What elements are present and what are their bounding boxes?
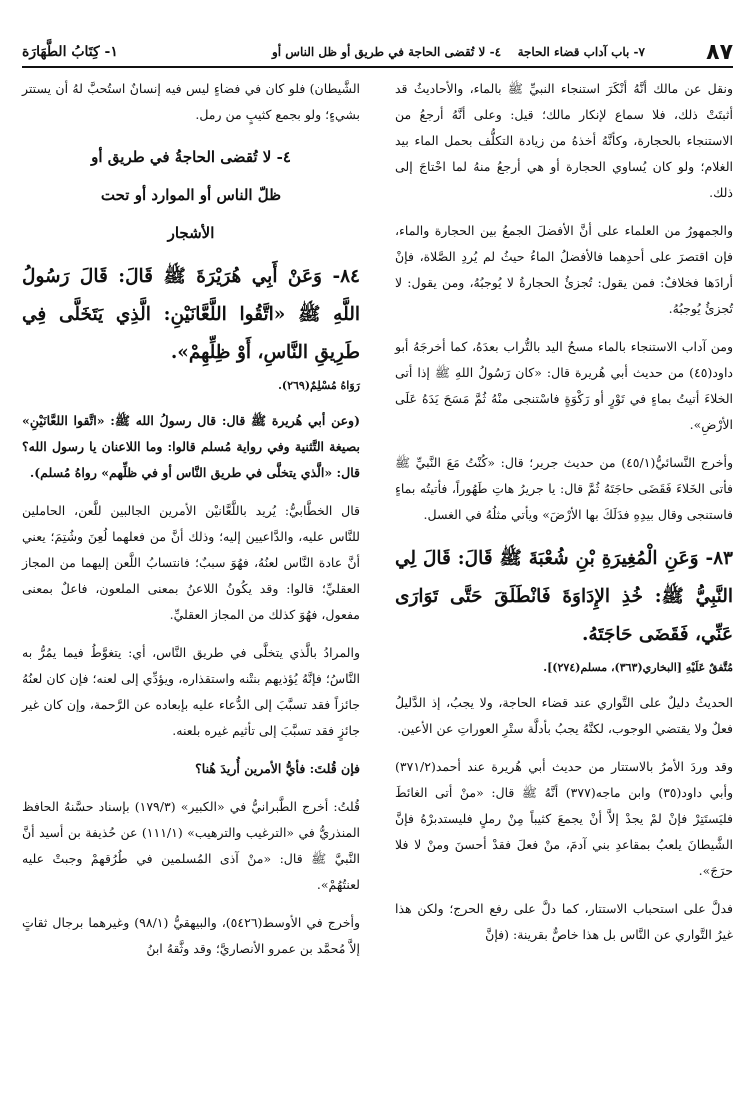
- section-heading-line: ٤- لا تُقضى الحاجةُ في طريق أو: [91, 148, 291, 166]
- paragraph: وأخرج النَّسائيُّ(٤٥/١) من حديث جرير؛ قال: «كُنْتُ مَعَ النَّبيِّ ﷺ فأتى الخَلاءَ فَقَضَى حاجَتَهُ ثُمَّ قال: يا جريرُ هاتِ طَهُوراً، فأتيتُه بماءٍ فاستنجى وقال بيدِهِ فدَلَكَ بها الأرْضَ» ويأتي مثلُهُ في الغسل.: [395, 455, 733, 522]
- hadith-83-source: مُتَّفقٌ عَلَيْهِ [البخاري(٣٦٣)، مسلم(٢٧٤)].: [543, 661, 733, 674]
- book-title: ١- كِتَابُ الطَّهَارَة: [22, 44, 118, 60]
- page-number: ٨٧: [706, 39, 733, 65]
- paragraph: ونقل عن مالك أنَّهُ أنْكَرَ استنجاء النبيِّ ﷺ بالماء، والأحاديثُ قد أثبتَتْ ذلك، فلا سماع لإنكار مالك؛ قيل: وعلى أنَّهُ أرجعُ من الاستنجاء بالحجارة، وكأنَّهُ أخذهُ من زيادة التكلُّف بحمل الماء بيد الغلام؛ ولو كان يُساوي الحجارة أو هي أرجعُ منهُ لما احْتاجَ إلى ذلك.: [395, 81, 733, 200]
- paragraph: (وعن أبي هُريرة ﷺ قال: قال رسولُ الله ﷺ: «اتَّقوا اللعَّانَيْنِ» بصيغة التَّثنية وفي رواية مُسلم قالوا: وما اللاعنان يا رسول الله؟ قال: «الَّذي يتخلَّى في طريق النَّاس أو في ظلِّهم» رواهُ مُسلم).: [22, 413, 360, 480]
- paragraph: قُلتُ: أخرج الطَّبرانيُّ في «الكبير» (١٧٩/٣) بإسناد حسَّنهُ الحافظ المنذريُّ في «الترغيب والترهيب» (١١١/١) عن حُذيفة بن أسيد أنَّ النَّبيَّ ﷺ قال: «منْ آذى المُسلمين في طُرُقهمْ وجبتْ عليه لعنتُهُمْ».: [22, 799, 361, 892]
- chapter-title: ٧- باب آداب قضاء الحاجة: [517, 45, 645, 59]
- paragraph: الحديثُ دليلٌ على التَّواري عند قضاء الحاجة، ولا يجبُ، إذ الدَّليلُ فعلٌ ولا يقتضي الوجوب، لكنَّهُ يجبُ بأدلَّة ستْرِ العوراتِ عن الأعين.: [395, 695, 733, 736]
- paragraph: والمرادُ بالَّذي يتخلَّى في طريق النَّاس، أي: يتغوَّطُ فيما يمُرُّ به النَّاسُ؛ فإنَّهُ يُؤذيهم بنتْنه واستقذاره، ويؤدِّي إلى لعنه؛ فإن كان لعنُهُ جائزاً فقد تسبَّبَ إلى الدُّعاء عليه بإبعاده عن الرَّحمة، وإن كان غير جائزٍ فقد تسبَّبَ إلى تأثيم غيره بلعنه.: [22, 645, 360, 738]
- paragraph: الشَّيطان) فلو كان في فضاءٍ ليس فيه إنسانٌ استُحبَّ لهُ أن يستتر بشيءٍ؛ ولو بجمع كثيبٍ من رمل.: [22, 81, 360, 122]
- paragraph: قال الخطَّابيُّ: يُريد باللَّعَّانيْن الأمرين الجالبين للَّعن، الحاملين للنَّاس عليه، والدَّاعيين إليه؛ وذلك أنَّ من فعلهما لُعِنَ وشُتِمَ؛ يعني أنَّ عادة النَّاس لعنُهُ، فهُوَ سببٌ؛ فانتسابُ اللَّعن إليهما من المجاز العقليِّ؛ قالوا: وقد يكُونُ اللاعنُ بمعنى الملعون، فاعلٌ بمعنى مفعول، فهُوَ كذلك من المجاز العقليِّ.: [22, 503, 360, 622]
- hadith-83: ٨٣- وَعَنِ الْمُغِيرَةِ بْنِ شُعْبَةَ ﷺ قَالَ: قَالَ لِي النَّبِيُّ ﷺ: خُذِ الإِدَاوَةَ فَانْطَلَقَ حَتَّى تَوَارَى عَنِّي، فَقَضَى حَاجَتَهُ.: [395, 548, 733, 645]
- paragraph: وقد وردَ الأمرُ بالاستتار من حديث أبي هُريرة عند أحمد(٣٧١/٢) وأبي داود(٣٥) وابن ماجه(٣٧٧) أنَّهُ ﷺ قال: «منْ أتى الغائطَ فليَستَتِرْ فإنْ لمْ يجدْ إلاَّ أنْ يجمعَ كثيباً مِنْ رملٍ فليستدبرْهُ فإنَّ الشَّيطانَ يلعبُ بمقاعدِ بني آدمَ، منْ فعلَ فقدْ أحسنَ ومنْ لا فلا حرَجَ».: [395, 759, 733, 878]
- right-column: [395, 76, 733, 960]
- section-heading-line: الأشجار: [167, 224, 215, 242]
- section-heading: [22, 138, 360, 252]
- paragraph: فدلَّ على استحباب الاستتار، كما دلَّ على رفع الحرج؛ ولكن هذا غيرُ التَّواري عن النَّاس بل هذا خاصٌّ بقرينة: (فإنَّ: [395, 901, 733, 942]
- page-header: [22, 38, 733, 68]
- paragraph: وأخرج في الأوسط(٥٤٢٦)، والبيهقيُّ (٩٨/١) وغيرهما برجال ثقاتٍ إلاَّ مُحمَّد بن عمرو الأنصاريَّ؛ وقد وثَّقهُ ابنُ: [22, 915, 360, 956]
- paragraph: والجمهورُ من العلماء على أنَّ الأفضلَ الجمعُ بين الحجارة والماء، فإن اقتصرَ على أحدِهما فالأفضلُ الماءُ حيثُ لم يُردِ الصَّلاة، فإنْ أرادَها فخلافٌ: فمن يقول: تُجزئُ الحجارةُ لا يُوجبُهُ، ومن يقول: لا تُجزئُ يُوجبُهُ.: [395, 223, 733, 316]
- hadith-84: ٨٤- وَعَنْ أَبِي هُرَيْرَةَ ﷺ قَالَ: قَالَ رَسُولُ اللَّهِ ﷺ «اتَّقُوا اللَّعَّانَيْنِ: الَّذِي يَتَخَلَّى فِي طَرِيقِ النَّاسِ، أَوْ ظِلِّهِمْ».: [22, 266, 360, 363]
- section-title: ٤- لا تُقضى الحاجة في طريق أو ظل الناس أو: [272, 45, 502, 59]
- hadith-84-source: رَوَاهُ مُسْلِمٌ(٢٦٩).: [278, 379, 360, 392]
- section-heading-line: ظلّ الناس أو الموارد أو تحت: [100, 186, 282, 204]
- question: فإن قُلتَ: فأيُّ الأمرين أُريدَ هُنا؟: [195, 761, 360, 776]
- left-column: [22, 76, 360, 974]
- paragraph: ومن آداب الاستنجاء بالماء مسحُ اليد بالتُّراب بعدَهُ، كما أخرجَهُ أبو داود(٤٥) من حديث أبي هُريرة قال: «كان رَسُولُ اللهِ ﷺ إذا أتى الخلاءَ أتيتُ بماءٍ في تَوْرٍ أو رَكْوَةٍ فاسْتنجى منْهُ ثُمَّ مَسَحَ يَدَهُ عَلَى الأرْضِ».: [395, 339, 733, 432]
